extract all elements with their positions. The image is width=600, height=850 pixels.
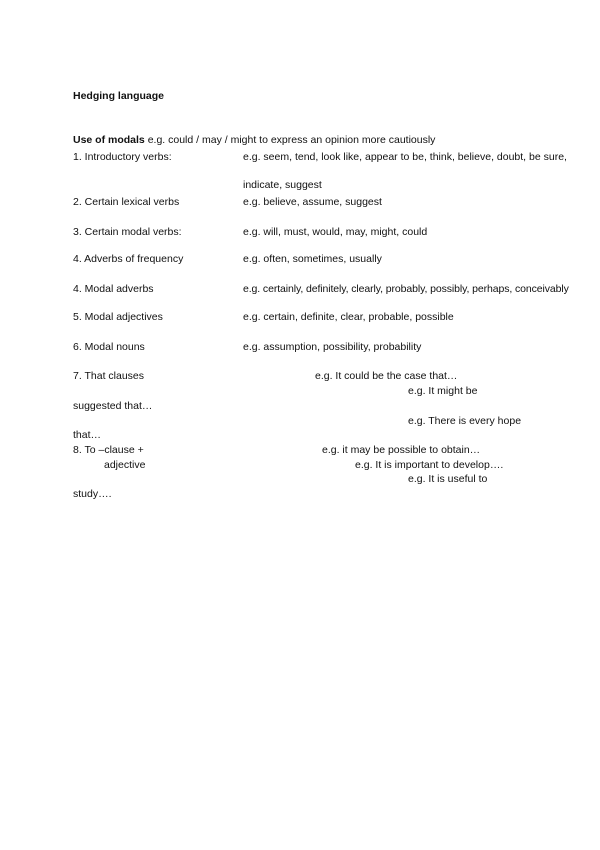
- item-label: 1. Introductory verbs:: [73, 151, 172, 163]
- to-clause-label-cont: adjective: [104, 459, 146, 471]
- item-examples: e.g. certain, definite, clear, probable, possible: [243, 311, 454, 323]
- item-examples: e.g. assumption, possibility, probability: [243, 341, 422, 353]
- item-examples-cont: indicate, suggest: [243, 179, 322, 191]
- item-examples: e.g. seem, tend, look like, appear to be, think, believe, doubt, be sure,: [243, 151, 567, 163]
- item-label: 5. Modal adjectives: [73, 311, 163, 323]
- item-label: 3. Certain modal verbs:: [73, 226, 182, 238]
- item-examples: e.g. believe, assume, suggest: [243, 196, 382, 208]
- intro-line: [73, 134, 435, 147]
- that-clauses-example-cont: that…: [73, 429, 102, 441]
- item-examples: e.g. certainly, definitely, clearly, probably, possibly, perhaps, conceivably: [243, 283, 569, 295]
- that-clauses-example-cont: suggested that…: [73, 400, 153, 412]
- to-clause-example: e.g. It is important to develop….: [355, 459, 504, 471]
- to-clause-example-cont: study….: [73, 488, 112, 500]
- that-clauses-example: e.g. It could be the case that…: [315, 370, 458, 382]
- to-clause-label: 8. To –clause +: [73, 444, 144, 456]
- that-clauses-example: e.g. It might be: [408, 385, 478, 397]
- item-examples: e.g. will, must, would, may, might, could: [243, 226, 428, 238]
- intro-bold: Use of modals: [73, 134, 145, 146]
- that-clauses-example: e.g. There is every hope: [408, 415, 522, 427]
- that-clauses-label: 7. That clauses: [73, 370, 145, 382]
- item-label: 2. Certain lexical verbs: [73, 196, 180, 208]
- to-clause-example: e.g. It is useful to: [408, 473, 488, 485]
- intro-rest: e.g. could / may / might to express an opinion more cautiously: [144, 134, 436, 146]
- to-clause-example: e.g. it may be possible to obtain…: [322, 444, 481, 456]
- item-label: 6. Modal nouns: [73, 341, 145, 353]
- item-label: 4. Adverbs of frequency: [73, 253, 184, 265]
- item-examples: e.g. often, sometimes, usually: [243, 253, 382, 265]
- page-title: Hedging language: [73, 90, 165, 102]
- item-label: 4. Modal adverbs: [73, 283, 154, 295]
